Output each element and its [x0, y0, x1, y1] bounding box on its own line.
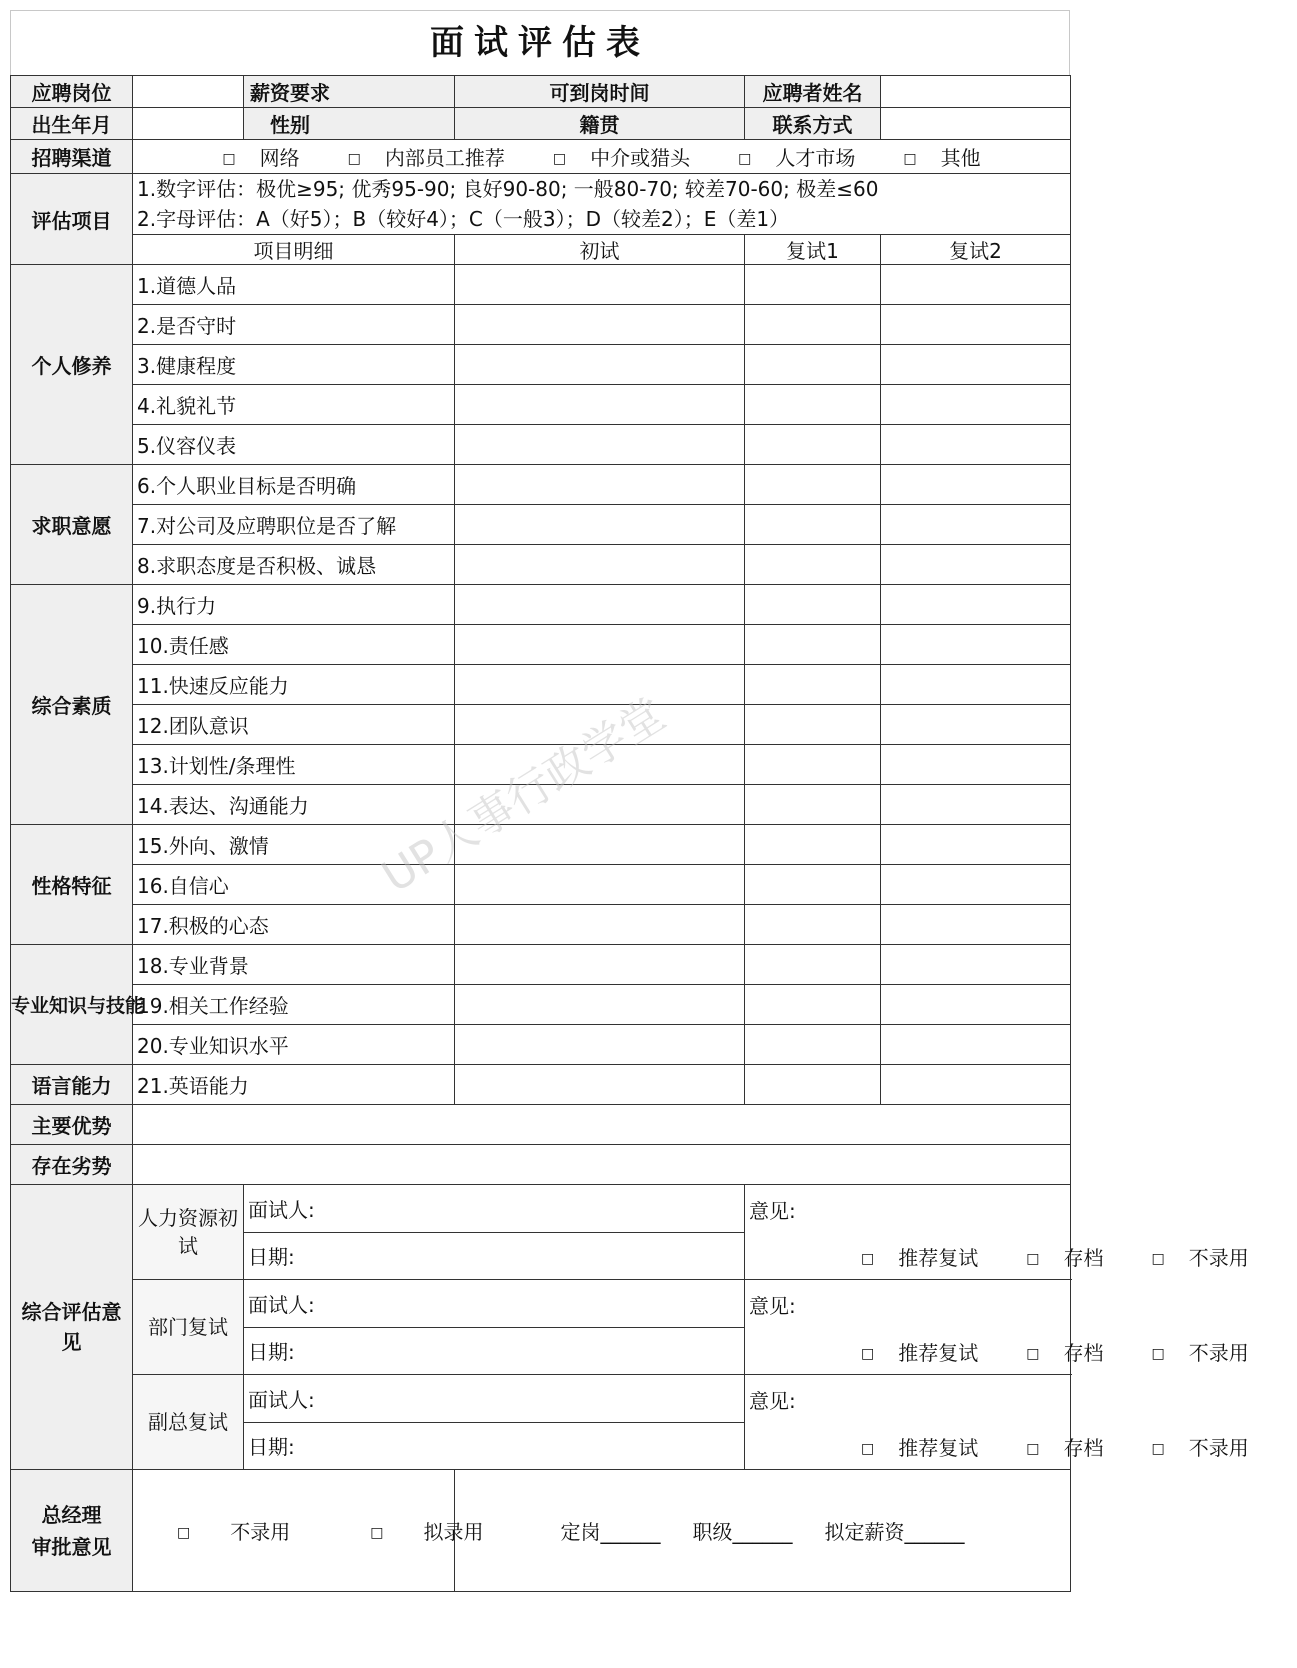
opinion-block	[745, 1280, 1249, 1374]
criteria-line-letter: 2.字母评估：A（好5）；B（较好4）；C（一般3）；D（较差2）；E（差1）	[137, 207, 790, 231]
form-row	[11, 905, 1071, 945]
item-label: 15.外向、激情	[133, 825, 455, 865]
gm-field[interactable]: 拟定薪资______	[824, 1520, 965, 1544]
score-first[interactable]	[455, 985, 745, 1025]
opinion-block	[745, 1185, 1249, 1279]
score-first[interactable]	[455, 905, 745, 945]
checkbox-icon[interactable]: □	[1026, 1441, 1040, 1457]
checkbox-icon[interactable]: □	[738, 151, 752, 167]
gm-choice-label: 拟录用	[423, 1520, 484, 1544]
score-second[interactable]	[745, 1065, 881, 1105]
form-row	[11, 235, 1071, 265]
col-detail-header: 项目明细	[133, 235, 455, 265]
item-label: 6.个人职业目标是否明确	[133, 465, 455, 505]
opinion-choice[interactable]	[861, 1246, 1002, 1270]
checkbox-icon[interactable]: □	[861, 1251, 875, 1267]
group-label: 专业知识与技能	[11, 945, 133, 1065]
checkbox-icon[interactable]: □	[347, 151, 361, 167]
strengths-label: 主要优势	[11, 1105, 133, 1145]
score-first[interactable]	[455, 505, 745, 545]
gm-choice-label: 不录用	[230, 1520, 291, 1544]
score-third[interactable]	[881, 385, 1071, 425]
item-label: 4.礼貌礼节	[133, 385, 455, 425]
score-second[interactable]	[745, 905, 881, 945]
available-label: 可到岗时间	[455, 76, 745, 108]
channel-option[interactable]	[541, 146, 702, 170]
weaknesses-field[interactable]	[133, 1145, 1071, 1185]
opinion-field[interactable]	[745, 1185, 1249, 1280]
item-label: 21.英语能力	[133, 1065, 455, 1105]
form-row	[11, 174, 1071, 235]
score-second[interactable]	[745, 345, 881, 385]
col-second-header: 复试1	[745, 235, 881, 265]
opinion-label: 意见:	[749, 1294, 796, 1318]
score-first[interactable]	[455, 425, 745, 465]
round-label: 副总复试	[133, 1375, 244, 1470]
channel-option[interactable]	[891, 146, 992, 170]
opinion-choice-label: 推荐复试	[898, 1341, 979, 1365]
item-label: 8.求职态度是否积极、诚恳	[133, 545, 455, 585]
form-row	[11, 305, 1071, 345]
form-row	[11, 1375, 1071, 1423]
opinion-choice[interactable]	[1026, 1246, 1127, 1270]
form-row	[11, 76, 1071, 108]
item-label: 17.积极的心态	[133, 905, 455, 945]
score-third[interactable]	[881, 305, 1071, 345]
item-label: 18.专业背景	[133, 945, 455, 985]
channel-option[interactable]	[726, 146, 867, 170]
form-row	[11, 1470, 1071, 1592]
checkbox-icon[interactable]: □	[1151, 1251, 1165, 1267]
opinion-choice[interactable]	[861, 1341, 1002, 1365]
score-second[interactable]	[745, 505, 881, 545]
form-row	[11, 505, 1071, 545]
score-third[interactable]	[881, 465, 1071, 505]
opinion-choices	[861, 1432, 1297, 1461]
gm-label	[11, 1470, 133, 1592]
strengths-field[interactable]	[133, 1105, 1071, 1145]
form-row	[11, 625, 1071, 665]
gm-choices	[133, 1470, 484, 1592]
item-label: 11.快速反应能力	[133, 665, 455, 705]
score-second[interactable]	[745, 985, 881, 1025]
salary-label: 薪资要求	[244, 76, 455, 108]
opinion-choice-label: 不录用	[1188, 1246, 1249, 1270]
score-third[interactable]	[881, 505, 1071, 545]
item-label: 12.团队意识	[133, 705, 455, 745]
score-second[interactable]	[745, 545, 881, 585]
form-row	[11, 865, 1071, 905]
form-row	[11, 1145, 1071, 1185]
form-row	[11, 1065, 1071, 1105]
score-third[interactable]	[881, 545, 1071, 585]
watermark: UP人事行政学堂	[373, 688, 675, 903]
form-row	[11, 705, 1071, 745]
criteria-line-numeric: 1.数字评估：极优≥95; 优秀95-90; 良好90-80; 一般80-70; 较差70-60; 极差≤60	[137, 177, 879, 201]
group-label: 求职意愿	[11, 465, 133, 585]
score-first[interactable]	[455, 345, 745, 385]
score-first[interactable]	[455, 945, 745, 985]
item-label: 5.仪容仪表	[133, 425, 455, 465]
score-third[interactable]	[881, 625, 1071, 665]
score-first[interactable]	[455, 665, 745, 705]
opinion-label: 意见:	[749, 1389, 796, 1413]
overall-label: 综合评估意见	[11, 1185, 133, 1470]
channel-option[interactable]	[210, 146, 311, 170]
form-row	[11, 1025, 1071, 1065]
interviewer-field[interactable]: 面试人:	[244, 1375, 745, 1423]
score-third[interactable]	[881, 985, 1071, 1025]
score-first[interactable]	[455, 545, 745, 585]
channel-option-label: 中介或猎头	[590, 146, 691, 170]
item-label: 20.专业知识水平	[133, 1025, 455, 1065]
interview-form	[10, 10, 1249, 1592]
score-first[interactable]	[455, 585, 745, 625]
opinion-choice-label: 存档	[1063, 1246, 1104, 1270]
gm-label-line2: 审批意见	[31, 1534, 112, 1559]
score-third[interactable]	[881, 785, 1071, 825]
group-label: 个人修养	[11, 265, 133, 465]
opinion-label: 意见:	[749, 1199, 796, 1223]
score-first[interactable]	[455, 1065, 745, 1105]
checkbox-icon[interactable]: □	[1151, 1441, 1165, 1457]
score-second[interactable]	[745, 305, 881, 345]
score-third[interactable]	[881, 425, 1071, 465]
opinion-choice[interactable]	[1151, 1246, 1272, 1270]
score-second[interactable]	[745, 665, 881, 705]
date-field[interactable]: 日期:	[244, 1422, 745, 1470]
score-second[interactable]	[745, 785, 881, 825]
opinion-choice-label: 存档	[1063, 1436, 1104, 1460]
score-second[interactable]	[745, 585, 881, 625]
item-label: 1.道德人品	[133, 265, 455, 305]
score-first[interactable]	[455, 1025, 745, 1065]
score-second[interactable]	[745, 865, 881, 905]
evaluation-label: 评估项目	[11, 174, 133, 265]
opinion-field[interactable]	[745, 1375, 1249, 1470]
gm-field[interactable]: 定岗______	[560, 1520, 661, 1544]
form-row	[11, 1105, 1071, 1145]
opinion-field[interactable]	[745, 1280, 1249, 1375]
item-label: 9.执行力	[133, 585, 455, 625]
item-label: 2.是否守时	[133, 305, 455, 345]
score-second[interactable]	[745, 625, 881, 665]
opinion-choice-label: 推荐复试	[898, 1246, 979, 1270]
group-label: 性格特征	[11, 825, 133, 945]
score-third[interactable]	[881, 345, 1071, 385]
checkbox-icon[interactable]: □	[552, 151, 567, 167]
item-label: 10.责任感	[133, 625, 455, 665]
gm-label-line1: 总经理	[41, 1502, 102, 1527]
form-row	[11, 825, 1071, 865]
gm-choice[interactable]	[157, 1520, 310, 1544]
channel-label: 招聘渠道	[11, 140, 133, 174]
opinion-choices	[861, 1242, 1297, 1271]
opinion-choice[interactable]	[1151, 1436, 1272, 1460]
item-label: 14.表达、沟通能力	[133, 785, 455, 825]
evaluation-criteria	[133, 174, 1071, 235]
gm-choice[interactable]	[350, 1520, 503, 1544]
score-second[interactable]	[745, 265, 881, 305]
score-first[interactable]	[455, 625, 745, 665]
opinion-choice[interactable]	[1151, 1341, 1272, 1365]
checkbox-icon[interactable]: □	[861, 1346, 875, 1362]
checkbox-icon[interactable]: □	[222, 151, 236, 167]
score-third[interactable]	[881, 825, 1071, 865]
score-first[interactable]	[455, 265, 745, 305]
col-first-header: 初试	[455, 235, 745, 265]
form-row	[11, 1280, 1071, 1328]
channel-option-label: 人才市场	[775, 146, 856, 170]
checkbox-icon[interactable]: □	[903, 151, 917, 167]
col-third-header: 复试2	[881, 235, 1071, 265]
form-row	[11, 465, 1071, 505]
score-first[interactable]	[455, 825, 745, 865]
checkbox-icon[interactable]: □	[861, 1441, 875, 1457]
birth-label: 出生年月	[11, 108, 133, 140]
opinion-choice[interactable]	[1026, 1436, 1127, 1460]
score-second[interactable]	[745, 825, 881, 865]
opinion-choice-label: 不录用	[1188, 1436, 1249, 1460]
score-first[interactable]	[455, 385, 745, 425]
score-first[interactable]	[455, 705, 745, 745]
form-row	[11, 985, 1071, 1025]
score-third[interactable]	[881, 265, 1071, 305]
position-label: 应聘岗位	[11, 76, 133, 108]
item-label: 13.计划性/条理性	[133, 745, 455, 785]
form-row	[11, 1185, 1071, 1233]
form-row	[11, 785, 1071, 825]
channel-option-label: 其他	[940, 146, 981, 170]
opinion-choices	[861, 1337, 1297, 1366]
score-second[interactable]	[745, 465, 881, 505]
form-title: 面试评估表	[10, 10, 1070, 75]
opinion-choice[interactable]	[1026, 1341, 1127, 1365]
form-row	[11, 745, 1071, 785]
score-second[interactable]	[745, 425, 881, 465]
form-row	[11, 108, 1071, 140]
score-third[interactable]	[881, 705, 1071, 745]
form-row	[11, 385, 1071, 425]
interviewer-field[interactable]: 面试人:	[244, 1280, 745, 1328]
item-label: 19.相关工作经验	[133, 985, 455, 1025]
checkbox-icon[interactable]: □	[1151, 1346, 1165, 1362]
gm-field[interactable]: 职级______	[692, 1520, 793, 1544]
score-second[interactable]	[745, 1025, 881, 1065]
score-first[interactable]	[455, 865, 745, 905]
score-first[interactable]	[455, 785, 745, 825]
checkbox-icon[interactable]: □	[370, 1525, 384, 1541]
group-label: 综合素质	[11, 585, 133, 825]
checkbox-icon[interactable]: □	[177, 1525, 191, 1541]
contact-field[interactable]	[881, 108, 1071, 140]
date-field[interactable]: 日期:	[244, 1232, 745, 1280]
form-row	[11, 585, 1071, 625]
group-label: 语言能力	[11, 1065, 133, 1105]
form-row	[11, 265, 1071, 305]
gm-fields	[455, 1470, 1071, 1592]
opinion-choice-label: 不录用	[1188, 1341, 1249, 1365]
opinion-block	[745, 1375, 1249, 1469]
channel-options	[133, 140, 1071, 174]
form-row	[11, 945, 1071, 985]
checkbox-icon[interactable]: □	[1026, 1346, 1040, 1362]
position-field[interactable]	[133, 76, 244, 108]
channel-option[interactable]	[336, 146, 517, 170]
score-second[interactable]	[745, 745, 881, 785]
native-label: 籍贯	[455, 108, 745, 140]
form-table	[10, 75, 1249, 1592]
score-third[interactable]	[881, 665, 1071, 705]
score-third[interactable]	[881, 905, 1071, 945]
score-third[interactable]	[881, 1065, 1071, 1105]
item-label: 7.对公司及应聘职位是否了解	[133, 505, 455, 545]
round-label: 部门复试	[133, 1280, 244, 1375]
form-row	[11, 140, 1071, 174]
score-second[interactable]	[745, 945, 881, 985]
contact-label: 联系方式	[745, 108, 881, 140]
checkbox-icon[interactable]: □	[1026, 1251, 1040, 1267]
score-third[interactable]	[881, 745, 1071, 785]
name-field[interactable]	[881, 76, 1071, 108]
score-first[interactable]	[455, 305, 745, 345]
form-row	[11, 665, 1071, 705]
score-first[interactable]	[455, 465, 745, 505]
gender-label: 性别	[244, 108, 455, 140]
interviewer-field[interactable]: 面试人:	[244, 1185, 745, 1233]
score-second[interactable]	[745, 385, 881, 425]
birth-field[interactable]	[133, 108, 244, 140]
weaknesses-label: 存在劣势	[11, 1145, 133, 1185]
score-third[interactable]	[881, 585, 1071, 625]
item-label: 16.自信心	[133, 865, 455, 905]
score-first[interactable]	[455, 745, 745, 785]
name-label: 应聘者姓名	[745, 76, 881, 108]
form-row	[11, 345, 1071, 385]
form-row	[11, 545, 1071, 585]
score-third[interactable]	[881, 1025, 1071, 1065]
opinion-choice-label: 推荐复试	[898, 1436, 979, 1460]
item-label: 3.健康程度	[133, 345, 455, 385]
round-label: 人力资源初试	[133, 1185, 244, 1280]
channel-option-label: 内部员工推荐	[384, 146, 505, 170]
form-row	[11, 425, 1071, 465]
date-field[interactable]: 日期:	[244, 1327, 745, 1375]
opinion-choice[interactable]	[861, 1436, 1002, 1460]
score-third[interactable]	[881, 865, 1071, 905]
score-second[interactable]	[745, 705, 881, 745]
channel-option-label: 网络	[259, 146, 300, 170]
score-third[interactable]	[881, 945, 1071, 985]
opinion-choice-label: 存档	[1063, 1341, 1104, 1365]
